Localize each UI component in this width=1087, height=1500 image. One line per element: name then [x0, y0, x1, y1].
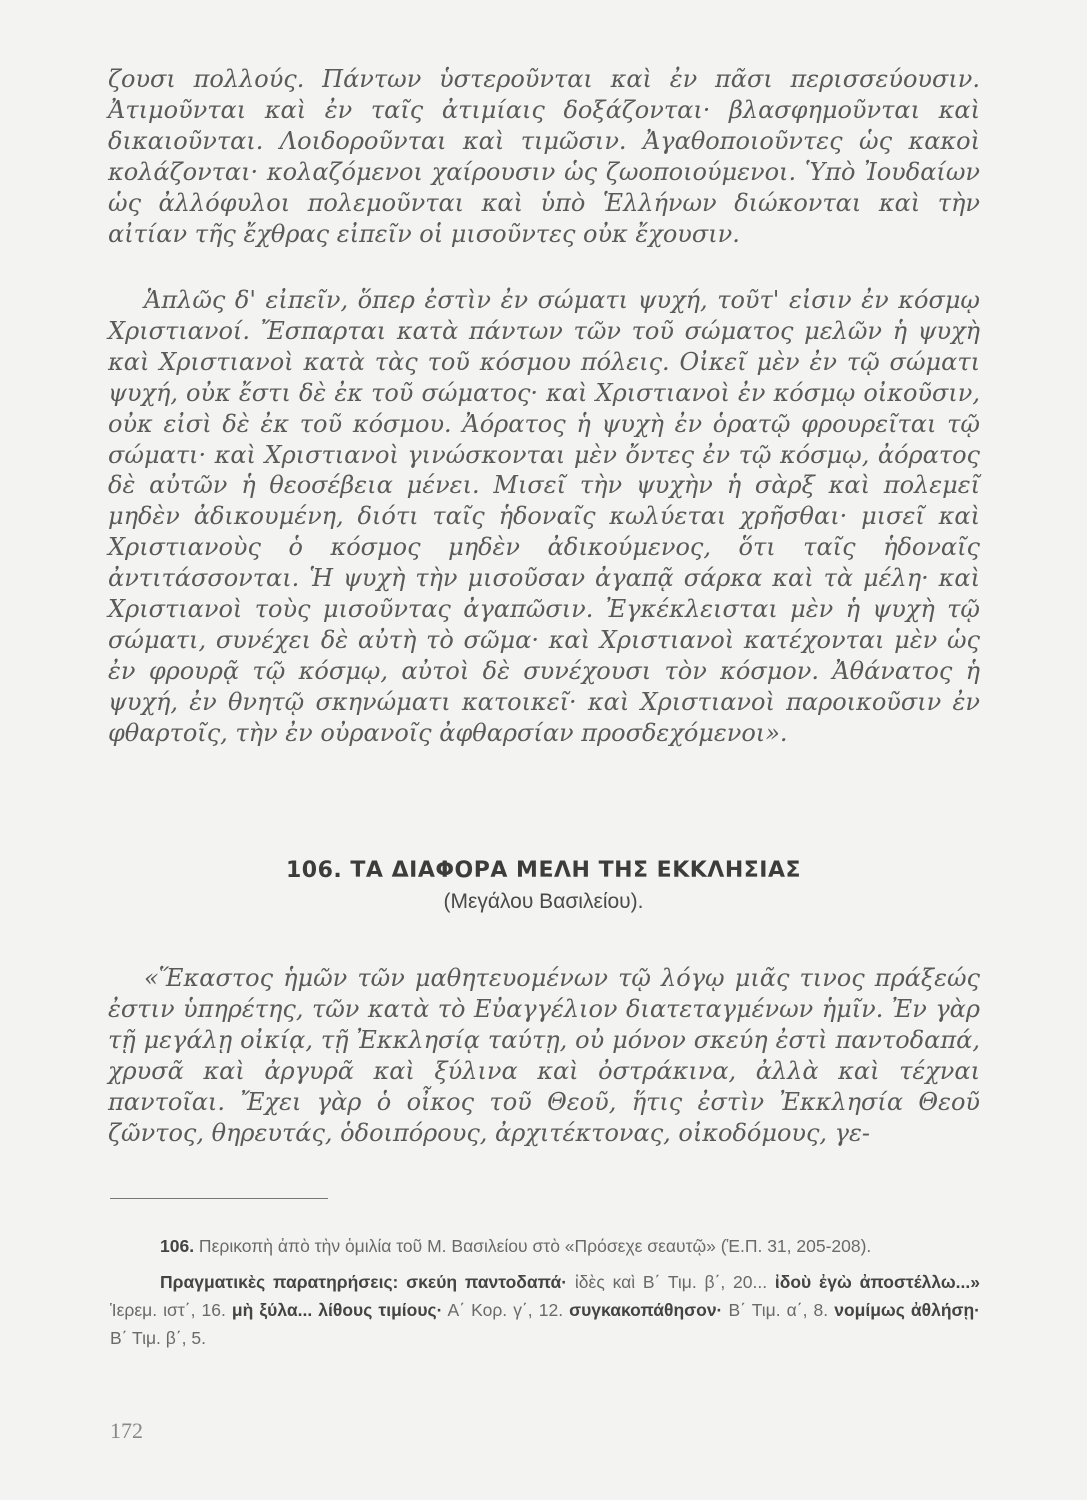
footnote-observations	[110, 1268, 980, 1352]
footnote-ref: Ἱερεμ. ιστ΄, 16.	[110, 1300, 232, 1320]
paragraph-soul-and-body: Ἁπλῶς δ' εἰπεῖν, ὅπερ ἐστὶν ἐν σώματι ψυχή, τοῦτ' εἰσιν ἐν κόσμῳ Χριστιανοί. Ἔσπαρται κατὰ πάντων τῶν τοῦ σώματος μελῶν ἡ ψυχὴ καὶ Χριστιανοὶ κατὰ τὰς τοῦ κόσμου πόλεις. Οἰκεῖ μὲν ἐν τῷ σώματι ψυχή, οὐκ ἔστι δὲ ἐκ τοῦ σώματος· καὶ Χριστιανοὶ ἐν κόσμῳ οἰκοῦσιν, οὐκ εἰσὶ δὲ ἐκ τοῦ κόσμου. Ἀόρατος ἡ ψυχὴ ἐν ὁρατῷ φρουρεῖται τῷ σώματι· καὶ Χριστιανοὶ γινώσκονται μὲν ὄντες ἐν τῷ κόσμῳ, ἀόρατος δὲ αὐτῶν ἡ θεοσέβεια μένει. Μισεῖ τὴν ψυχὴν ἡ σὰρξ καὶ πολεμεῖ μηδὲν ἀδικουμένη, διότι ταῖς ἡδοναῖς κωλύεται χρῆσθαι· μισεῖ καὶ Χριστιανοὺς ὁ κόσμος μηδὲν ἀδικούμενος, ὅτι ταῖς ἡδοναῖς ἀντιτάσσονται. Ἡ ψυχὴ τὴν μισοῦσαν ἀγαπᾷ σάρκα καὶ τὰ μέλη· καὶ Χριστιανοὶ τοὺς μισοῦντας ἀγαπῶσιν. Ἐγκέκλεισται μὲν ἡ ψυχὴ τῷ σώματι, συνέχει δὲ αὐτὴ τὸ σῶμα· καὶ Χριστιανοὶ κατέχονται μὲν ὡς ἐν φρουρᾷ τῷ κόσμῳ, αὐτοὶ δὲ συνέχουσι τὸν κόσμον. Ἀθάνατος ἡ ψυχή, ἐν θνητῷ σκηνώματι κατοικεῖ· καὶ Χριστιανοὶ παροικοῦσιν ἐν φθαρτοῖς, τὴν ἐν οὐρανοῖς ἀφθαρσίαν προσδεχόμενοι».	[108, 286, 980, 747]
footnote-term: νομίμως ἀθλήσῃ·	[834, 1300, 981, 1320]
footnote-divider	[110, 1198, 328, 1199]
footnote-term: ἰδοὺ ἐγὼ ἀποστέλλω...»	[774, 1272, 980, 1292]
section-heading: 106. ΤΑ ΔΙΑΦΟΡΑ ΜΕΛΗ ΤΗΣ ΕΚΚΛΗΣΙΑΣ	[285, 858, 802, 883]
footnote-text: Περικοπὴ ἀπὸ τὴν ὁμιλία τοῦ Μ. Βασιλείου στὸ «Πρόσεχε σεαυτῷ» (Ἑ.Π. 31, 205-208).	[194, 1236, 872, 1256]
footnote-label: Πραγματικὲς παρατηρήσεις: σκεύη παντοδαπά·	[160, 1272, 568, 1292]
footnote-ref: ἰδὲς καὶ Β΄ Τιμ. β΄, 20...	[567, 1272, 775, 1292]
footnote-ref: Α΄ Κορ. γ΄, 12.	[442, 1300, 570, 1320]
footnote-106	[110, 1232, 980, 1260]
footnote-term: μὴ ξύλα... λίθους τιμίους·	[231, 1300, 443, 1320]
paragraph-continuation: ζουσι πολλούς. Πάντων ὑστεροῦνται καὶ ἐν πᾶσι περισσεύουσιν. Ἀτιμοῦνται καὶ ἐν ταῖς ἀτιμίαις δοξάζονται· βλασφημοῦνται καὶ δικαιοῦνται. Λοιδοροῦνται καὶ τιμῶσιν. Ἀγαθοποιοῦντες ὡς κακοὶ κολάζονται· κολαζόμενοι χαίρουσιν ὡς ζωοποιούμενοι. Ὑπὸ Ἰουδαίων ὡς ἀλλόφυλοι πολεμοῦνται καὶ ὑπὸ Ἑλλήνων διώκονται καὶ τὴν αἰτίαν τῆς ἔχθρας εἰπεῖν οἱ μισοῦντες οὐκ ἔχουσιν.	[108, 65, 980, 248]
footnote-ref: Β΄ Τιμ. α΄, 8.	[722, 1300, 835, 1320]
page-number: 172	[110, 1418, 143, 1443]
footnote-ref: Β΄ Τιμ. β΄, 5.	[110, 1328, 206, 1348]
footnotes	[110, 1232, 980, 1352]
footnote-number: 106.	[160, 1236, 195, 1256]
footnote-term: συγκακοπάθησον·	[569, 1300, 723, 1320]
section-subheading: (Μεγάλου Βασιλείου).	[443, 890, 644, 913]
paragraph-basil-quote: «Ἕκαστος ἡμῶν τῶν μαθητευομένων τῷ λόγῳ μιᾶς τινος πράξεώς ἐστιν ὑπηρέτης, τῶν κατὰ τὸ Εὐαγγέλιον διατεταγμένων ἡμῖν. Ἐν γὰρ τῇ μεγάλῃ οἰκίᾳ, τῇ Ἐκκλησίᾳ ταύτῃ, οὐ μόνον σκεύη ἐστὶ παντοδαπά, χρυσᾶ καὶ ἀργυρᾶ καὶ ξύλινα καὶ ὀστράκινα, ἀλλὰ καὶ τέχναι παντοῖαι. Ἔχει γὰρ ὁ οἶκος τοῦ Θεοῦ, ἥτις ἐστὶν Ἐκκλησία Θεοῦ ζῶντος, θηρευτάς, ὁδοιπόρους, ἀρχιτέκτονας, οἰκοδόμους, γε-	[108, 964, 980, 1147]
